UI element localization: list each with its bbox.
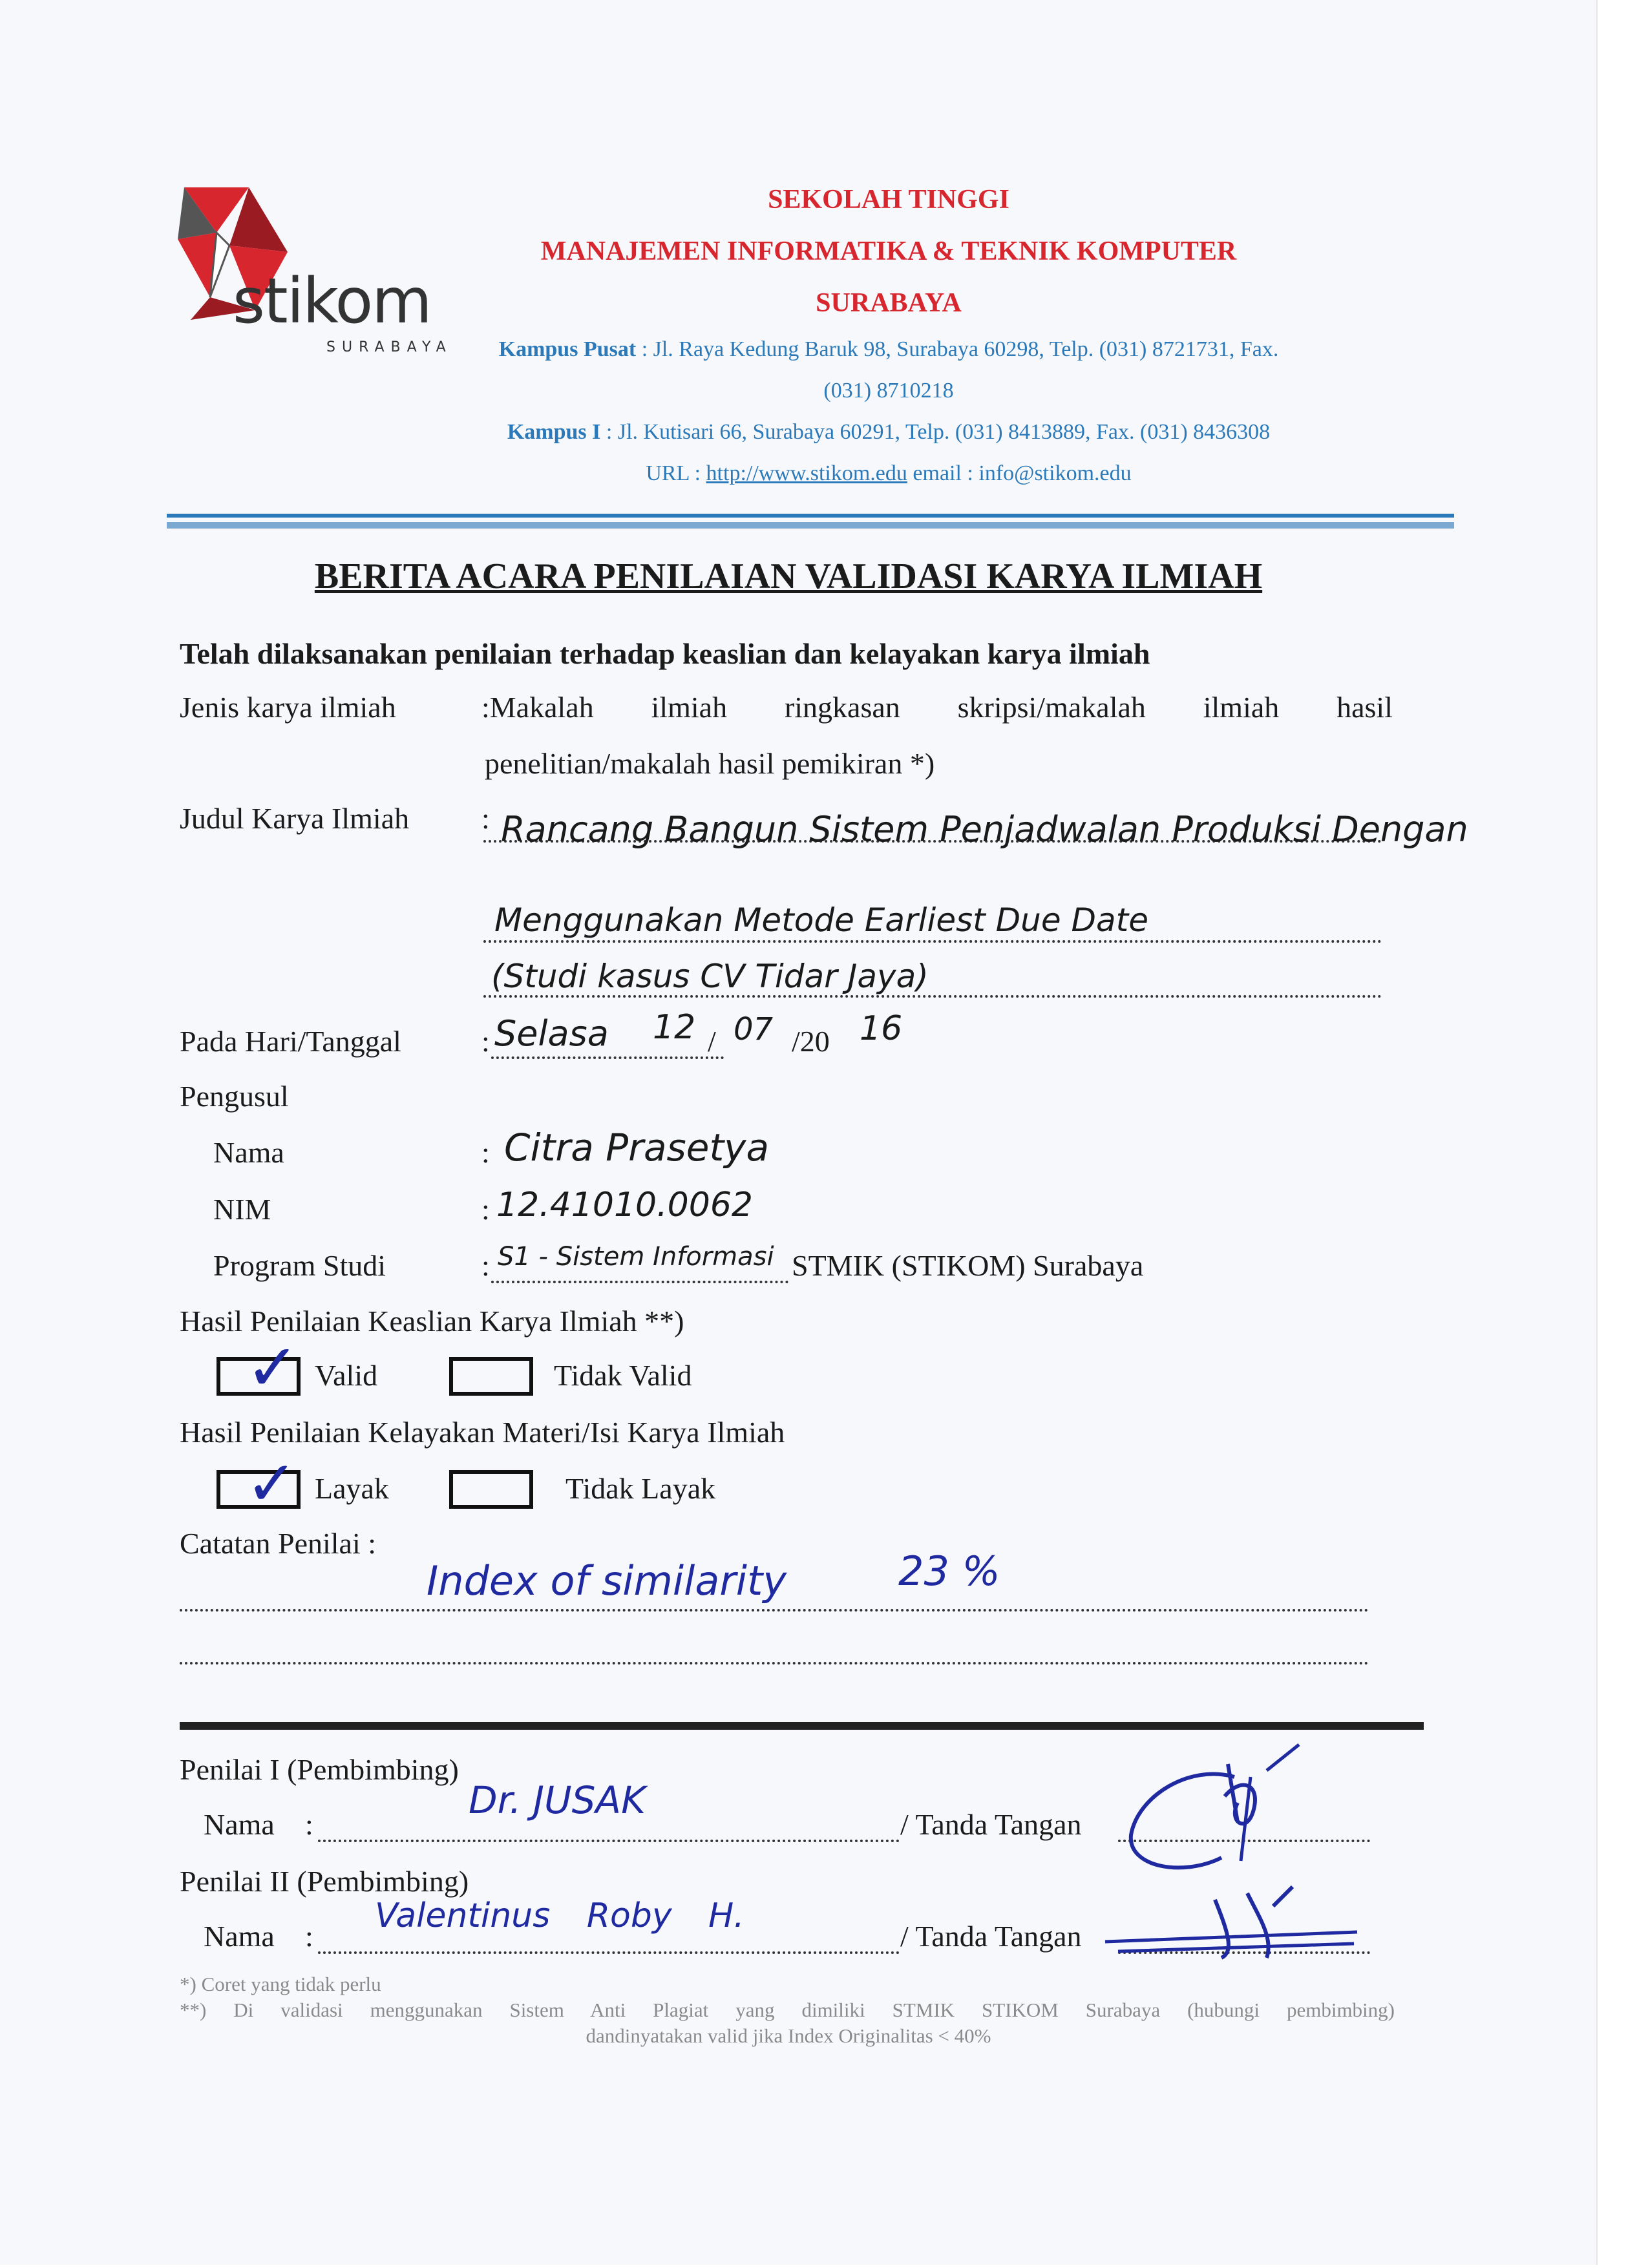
header-line2: MANAJEMEN INFORMATIKA & TEKNIK KOMPUTER	[540, 236, 1237, 266]
layak-option-label: Layak	[315, 1472, 389, 1505]
campus-1-label: Kampus I	[507, 420, 601, 444]
tidak-valid-option-label: Tidak Valid	[554, 1359, 692, 1392]
judul-colon: :	[481, 802, 490, 835]
penilai2-name-handwritten: Valentinus Roby H.	[375, 1896, 745, 1935]
campus-pusat-label: Kampus Pusat	[498, 337, 637, 361]
tidak-layak-option-label: Tidak Layak	[565, 1472, 716, 1505]
judul-handwritten-3: (Studi kasus CV Tidar Jaya)	[491, 958, 929, 995]
jenis-line1: :Makalah ilmiah ringkasan skripsi/makalah ilmiah hasil	[481, 691, 1393, 724]
logo-brand-text: stikom	[233, 265, 431, 337]
penilai2-signature-icon	[1099, 1880, 1370, 1971]
tanggal-label: Pada Hari/Tanggal	[180, 1025, 401, 1058]
penilai2-ttd-label: / Tanda Tangan	[900, 1920, 1082, 1953]
penilai1-name-handwritten: Dr. JUSAK	[469, 1778, 646, 1822]
prodi-handwritten: S1 - Sistem Informasi	[498, 1242, 774, 1272]
nim-handwritten: 12.41010.0062	[496, 1186, 753, 1224]
penilai1-colon: :	[305, 1808, 313, 1841]
tanggal-mm: 07	[734, 1011, 774, 1047]
nama-handwritten: Citra Prasetya	[504, 1126, 770, 1170]
catatan-dotline-1	[180, 1609, 1369, 1612]
page-title: BERITA ACARA PENILAIAN VALIDASI KARYA ILMIAH	[314, 556, 1263, 596]
nama-colon: :	[481, 1136, 490, 1169]
email-text: email : info@stikom.edu	[913, 461, 1132, 485]
tanggal-dd: 12	[653, 1008, 696, 1047]
footnote-1: *) Coret yang tidak perlu	[180, 1973, 381, 1995]
catatan-label: Catatan Penilai :	[180, 1527, 377, 1560]
kelayakan-label: Hasil Penilaian Kelayakan Materi/Isi Karya Ilmiah	[180, 1416, 785, 1449]
header-divider	[167, 514, 1454, 518]
prodi-suffix: STMIK (STIKOM) Surabaya	[792, 1249, 1144, 1282]
campus-pusat-fax: (031) 8710218	[823, 379, 954, 403]
catatan-value: 23 %	[898, 1548, 1000, 1595]
prodi-label: Program Studi	[213, 1249, 386, 1282]
url-line	[452, 461, 1325, 486]
campus-1-text: : Jl. Kutisari 66, Surabaya 60291, Telp. (031) 8413889, Fax. (031) 8436308	[606, 420, 1271, 444]
judul-handwritten-2: Menggunakan Metode Earliest Due Date	[494, 901, 1148, 939]
footnote-3: dandinyatakan valid jika Index Originalitas < 40%	[586, 2024, 991, 2047]
penilai1-signature-icon	[1112, 1738, 1325, 1887]
tanggal-colon: :	[481, 1025, 490, 1058]
logo-sub-text: SURABAYA	[326, 339, 452, 355]
penilai2-colon: :	[305, 1920, 313, 1953]
valid-option-label: Valid	[315, 1359, 378, 1392]
header-line1: SEKOLAH TINGGI	[768, 185, 1009, 215]
penilai2-nama-label: Nama	[204, 1920, 275, 1953]
intro-text: Telah dilaksanakan penilaian terhadap keaslian dan kelayakan karya ilmiah	[180, 637, 1150, 670]
url-label: URL :	[646, 461, 701, 485]
prodi-colon: :	[481, 1249, 490, 1282]
judul-dotline-2	[483, 940, 1382, 943]
judul-dotline-3	[483, 995, 1382, 998]
penilai1-label: Penilai I (Pembimbing)	[180, 1753, 459, 1786]
tidak-valid-checkbox[interactable]	[449, 1357, 533, 1396]
valid-checkmark: ✓	[246, 1330, 300, 1405]
header-line3: SURABAYA	[816, 288, 962, 318]
judul-label: Judul Karya Ilmiah	[180, 802, 410, 835]
header-divider-thin	[167, 522, 1454, 529]
catatan-dotline-2	[180, 1662, 1369, 1664]
campus-pusat-text: : Jl. Raya Kedung Baruk 98, Surabaya 60298, Telp. (031) 8721731, Fax.	[641, 337, 1279, 361]
footnote-2: **) Di validasi menggunakan Sistem Anti Plagiat yang dimiliki STMIK STIKOM Surabaya (hubungi pembimbing)	[180, 1999, 1395, 2021]
signature-divider	[180, 1722, 1424, 1730]
pengusul-label: Pengusul	[180, 1080, 289, 1113]
campus-pusat-line	[452, 337, 1325, 362]
tanggal-day: Selasa	[494, 1013, 609, 1054]
tanggal-dotline	[491, 1056, 724, 1059]
jenis-line2: penelitian/makalah hasil pemikiran *)	[485, 747, 935, 780]
keaslian-label: Hasil Penilaian Keaslian Karya Ilmiah **)	[180, 1305, 684, 1338]
url-link[interactable]: http://www.stikom.edu	[706, 461, 907, 485]
nama-label: Nama	[213, 1136, 284, 1169]
judul-handwritten-1: Rancang Bangun Sistem Penjadwalan Produksi Dengan	[501, 809, 1468, 850]
prodi-dotline	[491, 1281, 788, 1283]
layak-checkmark: ✓	[246, 1447, 298, 1520]
tanggal-year-prefix: /20	[792, 1025, 830, 1058]
penilai1-dotline	[318, 1840, 900, 1842]
nim-colon: :	[481, 1193, 490, 1226]
penilai2-label: Penilai II (Pembimbing)	[180, 1865, 469, 1898]
tanggal-year-suffix: 16	[860, 1009, 903, 1048]
penilai1-nama-label: Nama	[204, 1808, 275, 1841]
jenis-label: Jenis karya ilmiah	[180, 691, 396, 724]
penilai2-dotline	[318, 1951, 900, 1954]
campus-1-line	[452, 420, 1325, 445]
tidak-layak-checkbox[interactable]	[449, 1470, 533, 1509]
penilai1-ttd-label: / Tanda Tangan	[900, 1808, 1082, 1841]
nim-label: NIM	[213, 1193, 271, 1226]
catatan-note: Index of similarity	[427, 1557, 787, 1604]
tanggal-slash: /	[708, 1025, 716, 1058]
